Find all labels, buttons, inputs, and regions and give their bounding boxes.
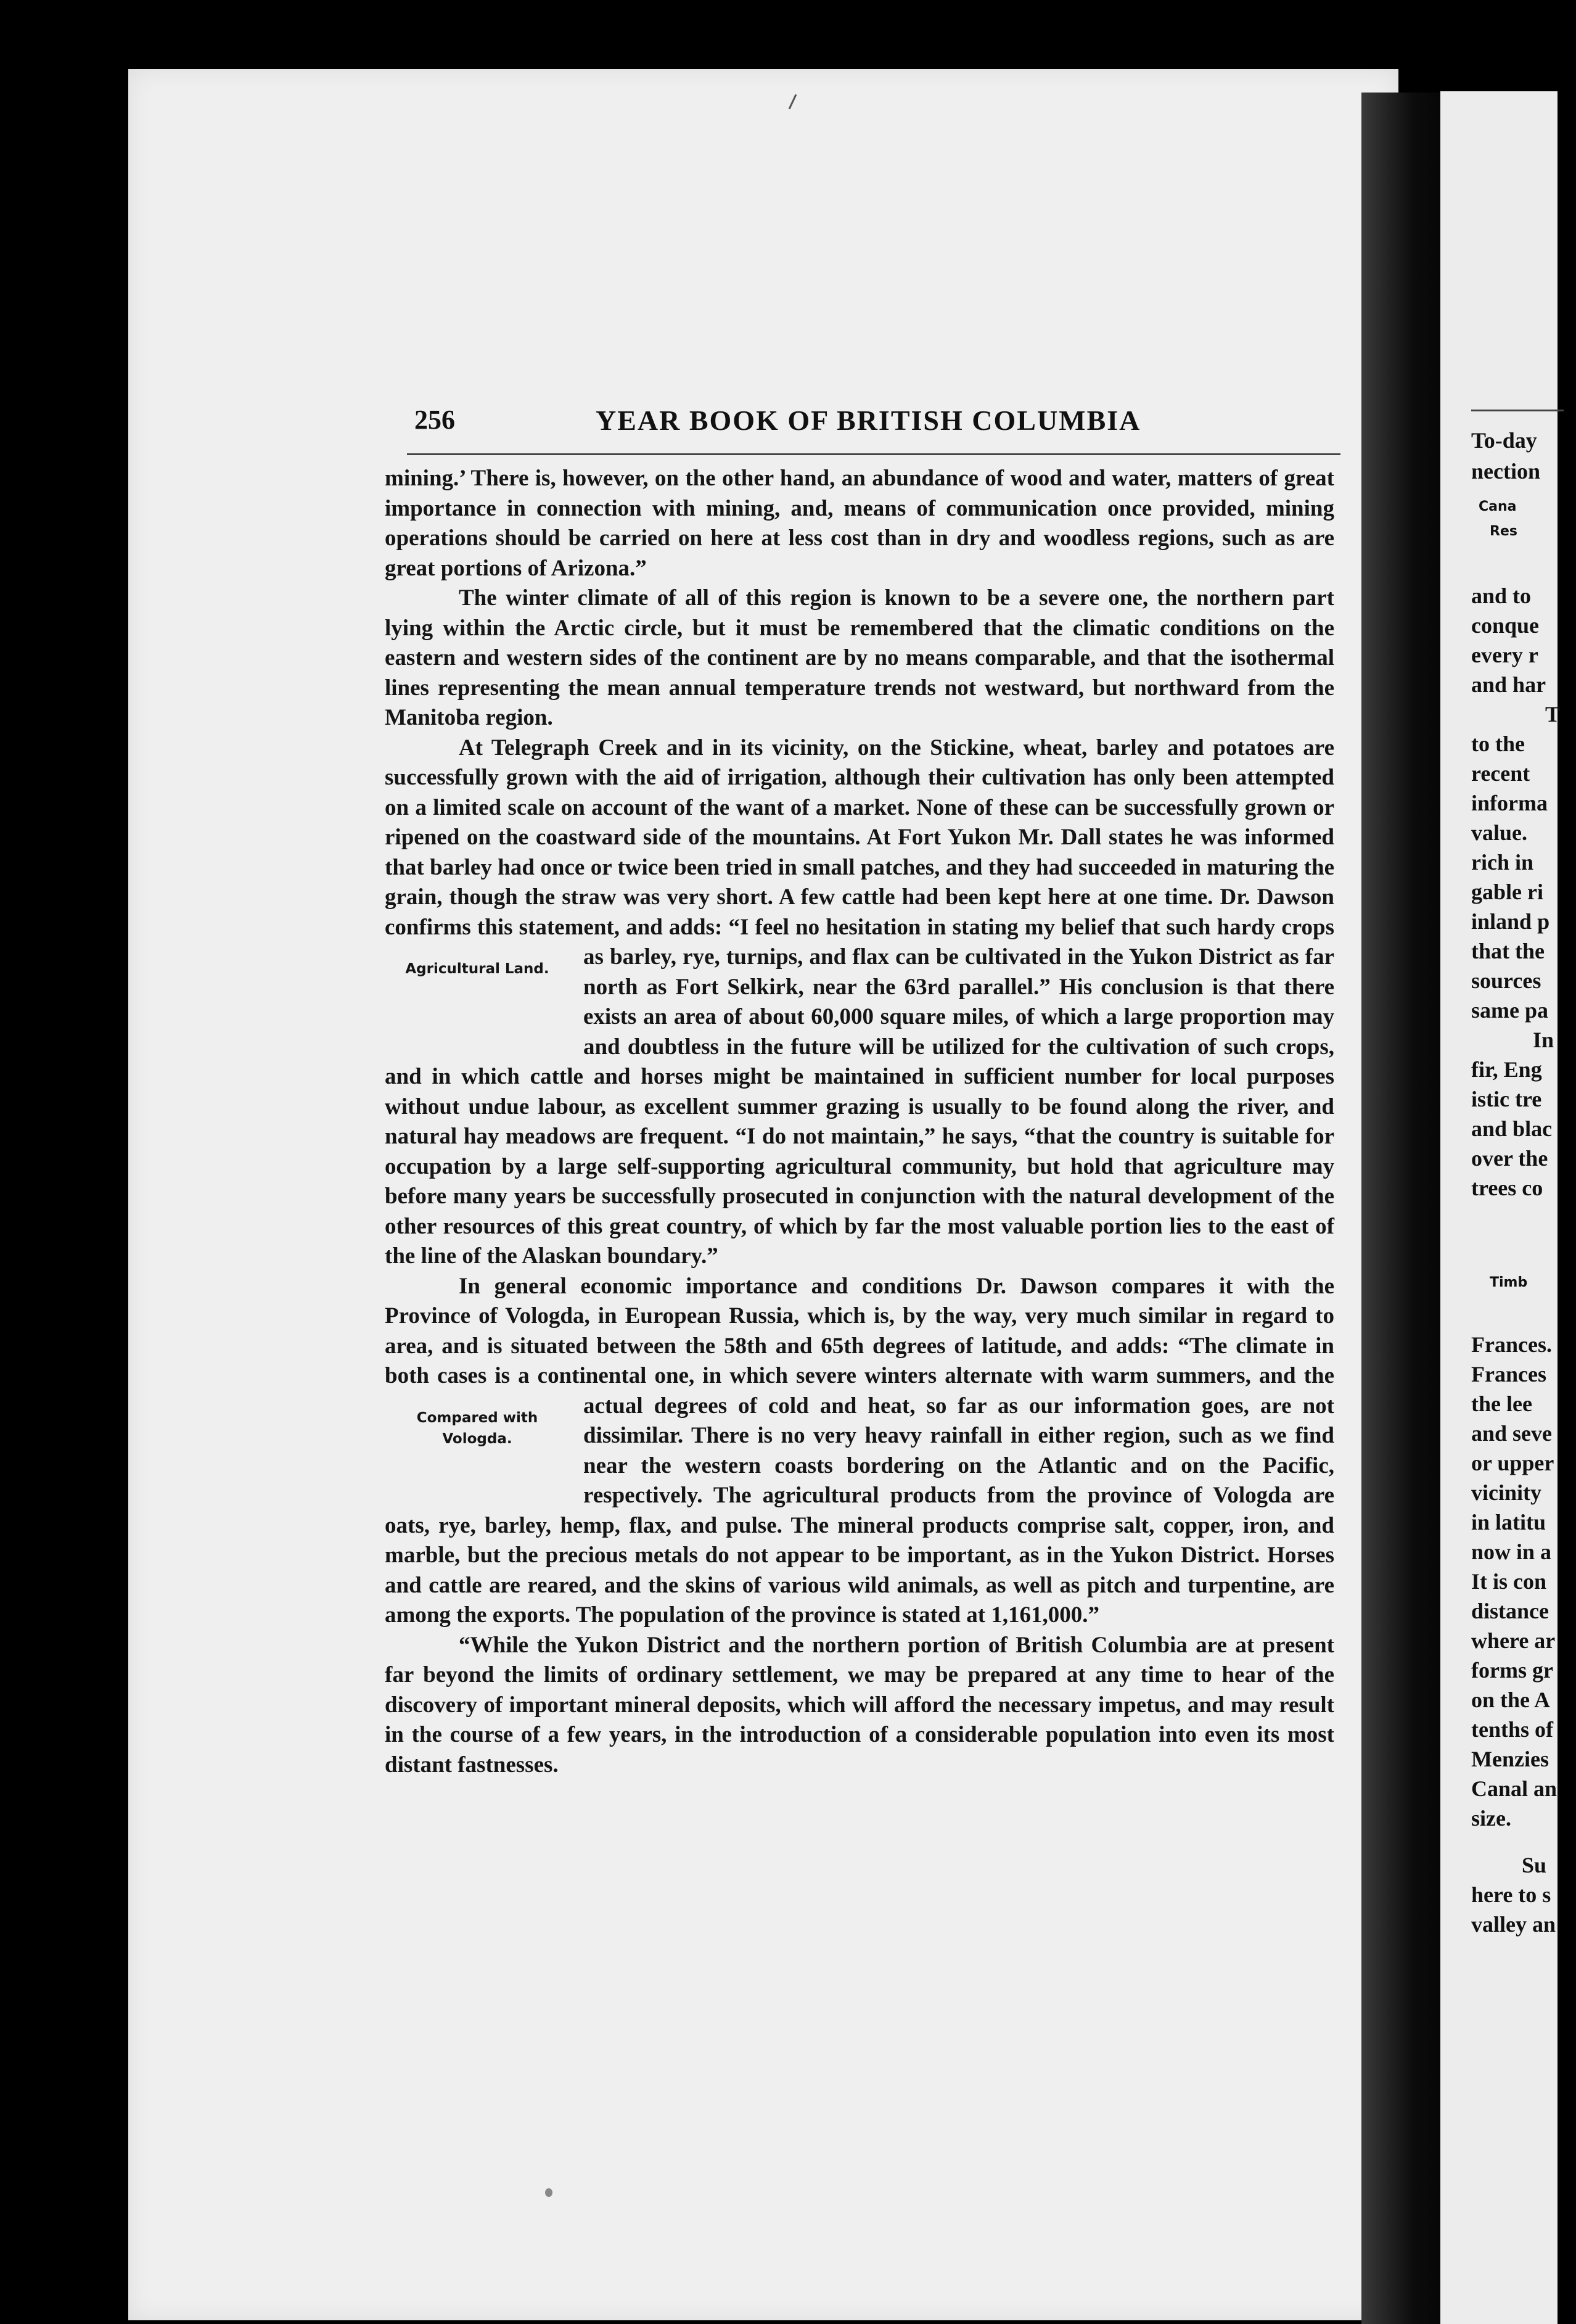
paragraph-5: “While the Yukon District and the northern portion of British Columbia are at present far beyond the limits of ordinary settlement, we may be prepared at any time to hear of the discovery of important mineral deposits, which will afford the necessary impetus, and may result in the course of a few years, in the introduction of a considerable population into even its most distant fastnesses. <box>385 1632 1334 1778</box>
fragment: and seve <box>1471 1421 1553 1446</box>
fragment: Cana <box>1479 499 1517 514</box>
fragment: where ar <box>1471 1628 1556 1653</box>
book-gutter <box>1361 93 1448 2324</box>
paper-speck <box>545 2188 552 2197</box>
running-title: YEAR BOOK OF BRITISH COLUMBIA <box>596 405 1141 436</box>
fragment: It is con <box>1471 1569 1547 1594</box>
fragment: now in a <box>1471 1539 1552 1564</box>
fragment: here to s <box>1471 1882 1551 1907</box>
fragment: value. <box>1471 820 1528 845</box>
fragment: Frances <box>1471 1362 1546 1387</box>
paragraph-3-part-1: At Telegraph Creek and in its vicinity, on the Stickine, wheat, barley and potatoes are successfully grown with the aid of irrigation, although their cultivation has only been attempted on a limited scale on account of the want of a market. None of these can be successfully grown or ripened on the coastward side of the mountains. At Fort Yukon Mr. Dall states he was informed that barley had once or twice been tried in small patches, and they had succeeded in maturing the grain, though the straw was very short. A few cattle had been kept here at one time. Dr. Dawson confirms this statement, and adds: “I feel no hesitation in stating my belief that such hardy crops as barley, rye, turnips, <box>385 735 1334 970</box>
fragment: Timb <box>1490 1275 1528 1290</box>
fragment: tenths of <box>1471 1717 1553 1742</box>
paragraph-1: mining.’ There is, however, on the other hand, an abundance of wood and water, matters of great importance in connection with mining, and, means of communication once provided, mining operations should be carried on here at less cost than in dry and woodless regions, such as are great portions of Arizona.” <box>385 466 1334 581</box>
paragraph-4-part-2: heat, so far as our information goes, are not dissimilar. There is no very heavy rainfall in either region, such as we find near the western coasts bordering on the Atlantic and on the Pacific, respectively. The agricultural products from the province of Vologda are oats, rye, barley, hemp, flax, and pulse. The mineral products comprise salt, copper, iron, and marble, but the precious metals do not appear to be important, as in the Yukon District. Horses and cattle are reared, and the skins of various wild animals, as well as pitch and turpentine, are among the exports. The population of the province is stated at 1,161,000.” <box>385 1393 1334 1628</box>
fragment: informa <box>1471 791 1548 815</box>
side-note-agricultural-land: Agricultural Land. <box>405 961 549 977</box>
fragment: gable ri <box>1471 880 1543 904</box>
fragment: that the <box>1471 939 1545 963</box>
fragment: Menzies <box>1471 1747 1549 1771</box>
fragment: Su <box>1522 1853 1547 1877</box>
fragment: same pa <box>1471 998 1548 1023</box>
fragment: sources <box>1471 968 1541 993</box>
paragraph-2: The winter climate of all of this region is known to be a severe one, the northern part lying within the Arctic circle, but it must be remembered that the climatic conditions on the eastern and western sides of the continent are by no means comparable, and that the isothermal lines representing the mean annual temperature trends not westward, but northward from the Manitoba region. <box>385 585 1334 730</box>
fragment: size. <box>1471 1806 1511 1831</box>
header-rule <box>407 453 1340 455</box>
fragment: vicinity <box>1471 1480 1541 1505</box>
fragment: every r <box>1471 643 1538 667</box>
fragment: recent <box>1471 761 1530 786</box>
fragment: rich in <box>1471 850 1534 875</box>
facing-page-rule <box>1471 410 1564 411</box>
fragment: Res <box>1490 524 1517 539</box>
fragment: inland p <box>1471 909 1550 934</box>
fragment: conque <box>1471 613 1540 638</box>
fragment: to the <box>1471 731 1525 756</box>
fragment: on the A <box>1471 1687 1551 1712</box>
body-text <box>385 464 1334 1780</box>
fragment: nection <box>1471 459 1540 484</box>
fragment: fir, Eng <box>1471 1057 1542 1082</box>
fragment: trees co <box>1471 1176 1543 1200</box>
fragment: istic tre <box>1471 1087 1542 1111</box>
fragment: Canal an <box>1471 1776 1558 1801</box>
running-head <box>414 404 1342 447</box>
fragment: In <box>1533 1028 1554 1052</box>
fragment: valley an <box>1471 1912 1556 1937</box>
fragment: and to <box>1471 583 1532 608</box>
fragment: T <box>1545 702 1561 727</box>
fragment: and blac <box>1471 1116 1553 1141</box>
fragment: Frances. <box>1471 1332 1552 1357</box>
fragment: in latitu <box>1471 1510 1546 1535</box>
fragment: distance <box>1471 1599 1549 1623</box>
fragment: forms gr <box>1471 1658 1553 1683</box>
paragraph-3-part-2: and flax can be cultivated in the Yukon District as far north as Fort Selkirk, near the 63rd parallel.” His conclusion is that there exists an area of about 60,000 square miles, of which a large proportion may and doubtless in the future will be utilized for the cultivation of such crops, and in which cattle and horses might be maintained in sufficient number for local purposes without undue labour, as excellent summer grazing is usually to be found along the river, and natural hay meadows are frequent. “I do not maintain,” he says, “that the country is suitable for occupation by a large self-supporting agricultural community, but hold that agriculture may before many years be successfully prosecuted in conjunction with the natural development of the other resources of this great country, of which by far the most valuable portion lies to the east of the line of the Alaskan boundary.” <box>385 944 1334 1269</box>
fragment: and har <box>1471 672 1546 697</box>
fragment: over the <box>1471 1146 1548 1171</box>
page-number: 256 <box>414 405 455 435</box>
fragment: or upper <box>1471 1451 1554 1475</box>
side-note-compared-with-vologda: Compared with Vologda. <box>416 1409 538 1447</box>
paragraph-4 <box>385 1272 1334 1631</box>
fragment: the lee <box>1471 1391 1532 1416</box>
fragment: To-day <box>1471 428 1537 453</box>
paragraph-3 <box>385 733 1334 1272</box>
facing-page-edge <box>1440 91 1561 2324</box>
paragraph-4-part-1: In general economic importance and conditions Dr. Dawson compares it with the Province of Vologda, in European Russia, which is, by the way, very much similar in regard to area, and is situated between the 58th and 65th degrees of latitude, and adds: “The climate in both cases is a continental one, in which severe winters alternate with warm summers, and the actual degrees of cold and <box>385 1273 1334 1419</box>
